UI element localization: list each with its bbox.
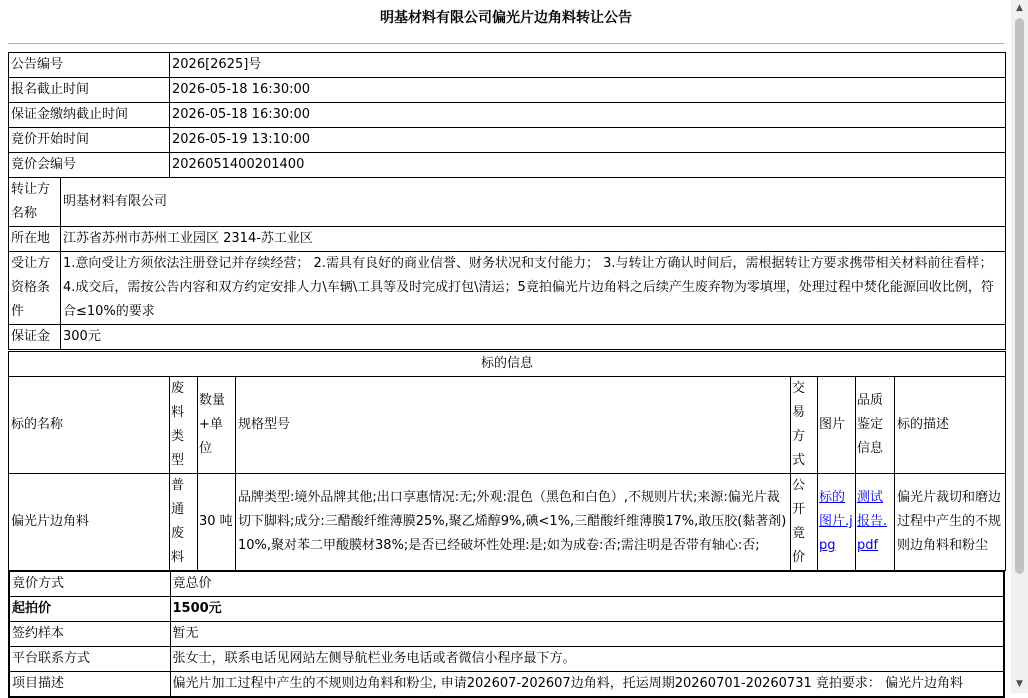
table-row: [9, 325, 1006, 350]
page-title: 明基材料有限公司偏光片边角料转让公告: [380, 10, 632, 26]
title-divider: [8, 43, 1004, 44]
lot-image-link[interactable]: 标的图片.jpg: [819, 490, 853, 553]
lot-image-cell: [818, 474, 856, 571]
header-waste-type: 废料类型: [170, 377, 198, 474]
registration-deadline-value: 2026-05-18 16:30:00: [170, 78, 1006, 103]
auction-number-label: 竟价会编号: [9, 153, 170, 178]
deposit-deadline-value: 2026-05-18 16:30:00: [170, 103, 1006, 128]
lot-waste-type: 普通废料: [170, 474, 198, 571]
transferor-name-value: 明基材料有限公司: [61, 178, 1006, 227]
lot-name: 偏光片边角料: [9, 474, 170, 571]
table-row: [9, 571, 1004, 597]
basic-info-table: [8, 52, 1006, 178]
location-label: 所在地: [9, 227, 61, 252]
project-description-label: 项目描述: [9, 672, 170, 698]
table-row: [9, 103, 1006, 128]
platform-contact-value: 张女士，联系电话见网站左侧导航栏业务电话或者微信小程序最下方。: [170, 647, 1004, 672]
transferor-name-label: 转让方名称: [9, 178, 61, 227]
table-row: [9, 227, 1006, 252]
auction-number-value: 2026051400201400: [170, 153, 1006, 178]
header-quantity: 数量+单位: [198, 377, 236, 474]
table-row: [9, 672, 1004, 698]
bidding-method-value: 竟总价: [170, 571, 1004, 597]
table-row: [9, 178, 1006, 227]
notice-number-label: 公告编号: [9, 53, 170, 78]
contract-sample-label: 签约样本: [9, 622, 170, 647]
deposit-deadline-label: 保证金缴纳截止时间: [9, 103, 170, 128]
deposit-label: 保证金: [9, 325, 61, 350]
qualification-value: 1.意向受让方须依法注册登记并存续经营； 2.需具有良好的商业信誉、财务状况和支付能力； 3.与转让方确认时间后，需根据转让方要求携带相关材料前往看样； 4.成交后，需按公告内容和双方约定安排人力\车辆\工具等及时完成打包\清运；5竟拍偏光片边角料之后续产生废弃物为零填埋，处理过程中焚化能源回收比例，符合≤10%的要求: [61, 252, 1006, 325]
transferor-table: [8, 177, 1006, 350]
table-row: [9, 622, 1004, 647]
scroll-up-arrow-icon[interactable]: ▲: [1016, 3, 1023, 13]
scrollbar-thumb[interactable]: [1015, 18, 1024, 574]
header-trade-method: 交易方式: [791, 377, 818, 474]
project-description-value: 偏光片加工过程中产生的不规则边角料和粉尘, 申请202607-202607边角料，托运周期20260701-20260731 竟拍要求： 偏光片边角料: [170, 672, 1004, 698]
lot-quantity: 30 吨: [198, 474, 236, 571]
table-row: [9, 252, 1006, 325]
table-row: [9, 352, 1006, 377]
lot-description: 偏光片裁切和磨边过程中产生的不规则边角料和粉尘: [895, 474, 1006, 571]
deposit-value: 300元: [61, 325, 1006, 350]
registration-deadline-label: 报名截止时间: [9, 78, 170, 103]
qualification-label: 受让方资格条件: [9, 252, 61, 325]
bidding-start-value: 2026-05-19 13:10:00: [170, 128, 1006, 153]
lot-info-table: [8, 351, 1006, 571]
scroll-down-arrow-icon[interactable]: ▼: [1016, 679, 1023, 689]
lot-spec: 品牌类型:境外品牌其他;出口享惠情况:无;外观:混色（黑色和白色）,不规则片状;来源:偏光片裁切下脚料;成分:三醋酸纤维薄膜25%,聚乙烯醇9%,碘<1%,三醋酸纤维薄膜17%,敢压胶(黏著剤)10%,聚对苯二甲酸膜材38%;是否已经破坏性处理:是;如为成卷:否;需注明是否带有轴心:否;: [236, 474, 791, 571]
header-description: 标的描述: [895, 377, 1006, 474]
header-lot-name: 标的名称: [9, 377, 170, 474]
location-value: 江苏省苏州市苏州工业园区 2314-苏工业区: [61, 227, 1006, 252]
contract-sample-value: 暂无: [170, 622, 1004, 647]
starting-price-value: 1500元: [170, 597, 1004, 622]
header-spec: 规格型号: [236, 377, 791, 474]
lot-trade-method: 公开竟价: [791, 474, 818, 571]
table-row: [9, 597, 1004, 622]
table-row: [9, 78, 1006, 103]
table-row: [9, 647, 1004, 672]
platform-contact-label: 平台联系方式: [9, 647, 170, 672]
vertical-scrollbar[interactable]: [1011, 0, 1028, 693]
bidding-table: [8, 570, 1005, 698]
quality-report-link[interactable]: 测试报告.pdf: [857, 490, 888, 553]
table-row: [9, 153, 1006, 178]
header-image: 图片: [818, 377, 856, 474]
lot-section-title: 标的信息: [9, 352, 1006, 377]
notice-number-value: 2026[2625]号: [170, 53, 1006, 78]
starting-price-label: 起拍价: [9, 597, 170, 622]
table-row: [9, 474, 1006, 571]
table-row: [9, 53, 1006, 78]
bidding-method-label: 竟价方式: [9, 571, 170, 597]
lot-quality-cell: [856, 474, 895, 571]
table-row: [9, 128, 1006, 153]
bidding-start-label: 竟价开始时间: [9, 128, 170, 153]
table-header-row: [9, 377, 1006, 474]
header-quality: 品质鉴定信息: [856, 377, 895, 474]
